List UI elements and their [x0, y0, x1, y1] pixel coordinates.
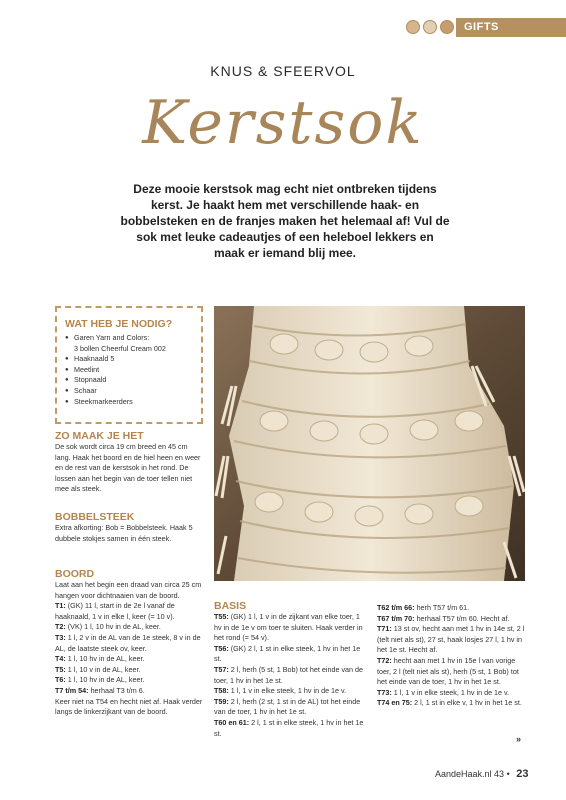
stocking-photo — [214, 306, 525, 581]
boord-title: BOORD — [55, 568, 95, 580]
dot-icon — [423, 20, 437, 34]
list-item: ● Schaar — [65, 386, 195, 397]
materials-title: WAT HEB JE NODIG? — [65, 318, 173, 330]
row-label: T72: — [377, 655, 392, 665]
row-label: T67 t/m 70: — [377, 613, 415, 623]
list-item: ● Stopnaald — [65, 375, 195, 386]
footer-bullet: • — [506, 769, 510, 779]
row-instruction — [377, 614, 527, 625]
row-instruction — [214, 644, 364, 665]
basis-title: BASIS — [214, 600, 247, 612]
how-text: De sok wordt circa 19 cm breed en 45 cm lang. Haak het boord en de hiel heen en weer en de rest van de kerstsok in het rond. De lossen aan het begin van de toer tellen niet mee als steek. — [55, 442, 201, 494]
row-label: T1: — [55, 601, 66, 611]
row-label: T71: — [377, 624, 392, 634]
row-instruction — [55, 686, 205, 697]
row-text: 2 l, 1 st in elke v, 1 hv in het 1e st. — [414, 698, 522, 708]
row-instruction — [214, 718, 364, 739]
page-number: 23 — [516, 768, 529, 780]
row-text: (GK) 11 l, start in de 2e l vanaf de haaknaald, 1 v in elke l, keer (= 10 v). — [55, 601, 175, 621]
row-instruction — [377, 624, 527, 656]
list-item: ● Garen Yarn and Colors: — [65, 333, 195, 344]
row-instruction — [55, 654, 205, 665]
row-text: herhaal T57 t/m 60. Hecht af. — [416, 613, 510, 623]
dot-icon — [406, 20, 420, 34]
row-label: T4: — [55, 654, 66, 664]
right-column — [377, 603, 527, 709]
materials-list — [65, 333, 195, 407]
list-item: ● Meetlint — [65, 365, 195, 376]
basis-section — [214, 600, 364, 739]
row-text: 1 l, 10 hv in de AL, keer. — [67, 654, 145, 664]
how-section — [55, 430, 205, 495]
boord-outro: Keer niet na T54 en hecht niet af. Haak verder langs de linkerzijkant van de boord. — [55, 696, 203, 717]
page-footer — [435, 768, 529, 780]
list-item: 3 bollen Cheerful Cream 002 — [74, 343, 166, 353]
row-instruction — [55, 633, 205, 654]
row-text: 1 l, 1 v in elke steek, 1 hv in de 1e v. — [230, 686, 347, 696]
row-label: T56: — [214, 643, 229, 653]
row-text: herhaal T3 t/m 6. — [90, 685, 145, 695]
list-item: ● Haaknaald 5 — [65, 354, 195, 365]
row-label: T5: — [55, 664, 66, 674]
list-item: ● Steekmarkeerders — [65, 397, 195, 408]
row-text: 2 l, 1 st in elke steek, 1 hv in het 1e st. — [214, 717, 364, 738]
row-instruction — [55, 622, 205, 633]
row-instruction — [55, 675, 205, 686]
row-instruction — [377, 656, 527, 688]
row-text: (VK) 1 l, 10 hv in de AL, keer. — [67, 622, 161, 632]
boord-intro: Laat aan het begin een draad van circa 25 cm hangen voor dichtnaaien van de boord. — [55, 580, 202, 600]
row-instruction — [55, 601, 205, 622]
row-text: 1 l, 10 hv in de AL, keer. — [67, 675, 145, 685]
row-instruction — [377, 603, 527, 614]
row-instruction — [214, 686, 364, 697]
continue-arrow-icon: » — [516, 734, 522, 744]
bobbel-title: BOBBELSTEEK — [55, 511, 135, 523]
bobbel-text: Extra afkorting: Bob = Bobbelsteek. Haak 5 dubbele stokjes samen in één steek. — [55, 523, 193, 543]
section-tab: GIFTS — [456, 18, 566, 37]
section-dots — [406, 20, 454, 34]
footer-site: AandeHaak.nl 43 — [435, 769, 505, 779]
row-instruction — [55, 665, 205, 676]
row-label: T59: — [214, 696, 229, 706]
page-title: Kerstsok — [142, 88, 424, 158]
row-label: T58: — [214, 686, 229, 696]
row-label: T60 en 61: — [214, 717, 250, 727]
row-text: 1 l, 10 v in de AL, keer. — [67, 664, 141, 674]
kicker: KNUS & SFEERVOL — [210, 63, 356, 79]
row-instruction — [214, 612, 364, 644]
row-instruction — [377, 698, 527, 709]
bobbel-section — [55, 511, 205, 544]
row-text: 2 l, herh (2 st, 1 st in de AL) tot het einde van de toer, 1 hv in het 1e st. — [214, 696, 361, 717]
crochet-stocking-image — [214, 306, 525, 581]
row-text: 13 st ov, hecht aan met 1 hv in 14e st, 2 l (telt niet als st), 27 st, haak losjes 27 l, 1 hv in het 1e st. Hecht af. — [377, 624, 525, 655]
row-text: hecht aan met 1 hv in 15e l van vorige toer, 2 l (telt niet als st), herh (5 st, 1 Bob) tot het einde van de toer, 1 hv in het 1e st. — [377, 655, 519, 687]
row-label: T3: — [55, 632, 66, 642]
row-text: 1 l, 1 v in elke steek, 1 hv in de 1e v. — [393, 687, 510, 697]
row-label: T73: — [377, 687, 392, 697]
row-label: T74 en 75: — [377, 698, 413, 708]
row-text: 2 l, herh (5 st, 1 Bob) tot het einde van de toer, 1 hv in het 1e st. — [214, 664, 364, 685]
dot-icon — [440, 20, 454, 34]
row-label: T57: — [214, 664, 229, 674]
how-title: ZO MAAK JE HET — [55, 430, 144, 442]
row-label: T55: — [214, 612, 229, 621]
row-label: T62 t/m 66: — [377, 603, 415, 612]
row-text: (GK) 1 l, 1 v in de zijkant van elke toer, 1 hv in de 1e v om toer te sluiten. Haak verder in het rond (= 54 v). — [214, 612, 363, 643]
row-instruction — [377, 688, 527, 699]
row-label: T6: — [55, 675, 66, 685]
row-label: T2: — [55, 622, 66, 632]
row-label: T7 t/m 54: — [55, 685, 89, 695]
intro-text: Deze mooie kerstsok mag echt niet ontbreken tijdens kerst. Je haakt hem met verschillende haak- en bobbelsteken en de franjes maken het helemaal af! Vul de sok met leuke cadeautjes of een heleboel lekkers en maak er iemand blij mee. — [120, 182, 450, 260]
boord-section — [55, 568, 205, 718]
row-instruction — [214, 697, 364, 718]
row-text: herh T57 t/m 61. — [416, 603, 470, 612]
row-instruction — [214, 665, 364, 686]
materials-box — [55, 306, 203, 424]
row-text: 1 l, 2 v in de AL van de 1e steek, 8 v in de AL, de laatste steek ov, keer. — [55, 632, 201, 653]
row-text: (GK) 2 l, 1 st in elke steek, 1 hv in het 1e st. — [214, 643, 361, 664]
